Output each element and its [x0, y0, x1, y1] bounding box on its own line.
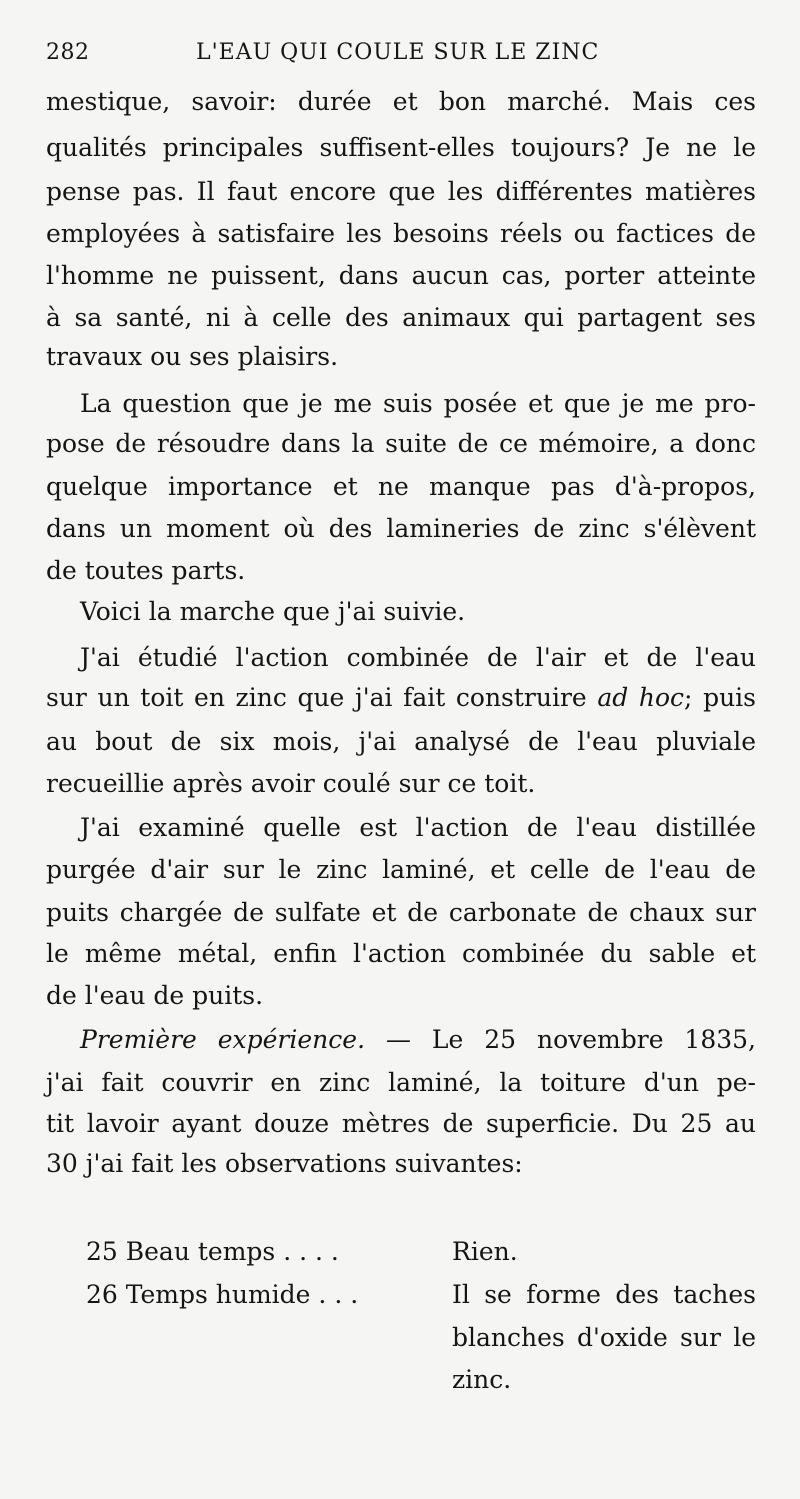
- italic-term: ad hoc: [597, 683, 685, 712]
- text-line: [46, 678, 756, 718]
- text-line: puits chargée de sulfate et de carbonate de chaux sur: [46, 898, 756, 927]
- text-line: J'ai examiné quelle est l'action de l'eau distillée: [80, 813, 756, 842]
- observation-row: [86, 1232, 756, 1272]
- text-line: mestique, savoir: durée et bon marché. Mais ces: [46, 87, 756, 116]
- text-line: qualités principales suffisent-elles toujours? Je ne le: [46, 133, 756, 162]
- observation-note: Rien.: [452, 1237, 518, 1266]
- text-line: Voici la marche que j'ai suivie.: [80, 597, 466, 626]
- section-heading: Première expérience.: [80, 1025, 366, 1054]
- text-line: tit lavoir ayant douze mètres de superficie. Du 25 au: [46, 1109, 756, 1138]
- text-line: purgée d'air sur le zinc laminé, et celle de l'eau de: [46, 855, 756, 884]
- text-line: employées à satisfaire les besoins réels ou factices de: [46, 219, 756, 248]
- text-line: La question que je me suis posée et que je me pro-: [80, 389, 756, 418]
- observation-day: 26 Temps humide . . .: [86, 1280, 359, 1309]
- text-line: [80, 1020, 756, 1060]
- text-line: 30 j'ai fait les observations suivantes:: [46, 1149, 523, 1178]
- text-segment: sur un toit en zinc que j'ai fait construire: [46, 683, 587, 712]
- text-line: le même métal, enfin l'action combinée du sable et: [46, 939, 756, 968]
- observation-row: [86, 1275, 756, 1315]
- text-line: au bout de six mois, j'ai analysé de l'eau pluviale: [46, 727, 756, 756]
- observation-note: zinc.: [452, 1365, 512, 1394]
- text-segment: ; puis: [684, 683, 756, 712]
- running-head: [46, 40, 746, 80]
- observation-note: Il se forme des taches: [452, 1280, 756, 1309]
- observation-row-continued: [86, 1318, 756, 1358]
- text-line: dans un moment où des lamineries de zinc s'élèvent: [46, 514, 756, 543]
- running-title: L'EAU QUI COULE SUR LE ZINC: [196, 40, 600, 65]
- text-line: J'ai étudié l'action combinée de l'air et de l'eau: [80, 643, 756, 672]
- text-line: de l'eau de puits.: [46, 981, 264, 1010]
- text-line: j'ai fait couvrir en zinc laminé, la toiture d'un pe-: [46, 1068, 756, 1097]
- text-line: recueillie après avoir coulé sur ce toit.: [46, 769, 536, 798]
- text-line: travaux ou ses plaisirs.: [46, 342, 339, 371]
- text-line: quelque importance et ne manque pas d'à-propos,: [46, 472, 756, 501]
- observation-day: 25 Beau temps . . . .: [86, 1237, 339, 1266]
- text-line: à sa santé, ni à celle des animaux qui partagent ses: [46, 303, 756, 332]
- text-line: pose de résoudre dans la suite de ce mémoire, a donc: [46, 429, 756, 458]
- text-line: pense pas. Il faut encore que les différentes matières: [46, 177, 756, 206]
- text-segment: — Le 25 novembre 1835,: [385, 1025, 756, 1054]
- observation-row-continued: [86, 1360, 756, 1400]
- observation-note: blanches d'oxide sur le: [452, 1323, 756, 1352]
- text-line: l'homme ne puissent, dans aucun cas, porter atteinte: [46, 261, 756, 290]
- page-number: 282: [46, 40, 90, 65]
- text-line: de toutes parts.: [46, 556, 246, 585]
